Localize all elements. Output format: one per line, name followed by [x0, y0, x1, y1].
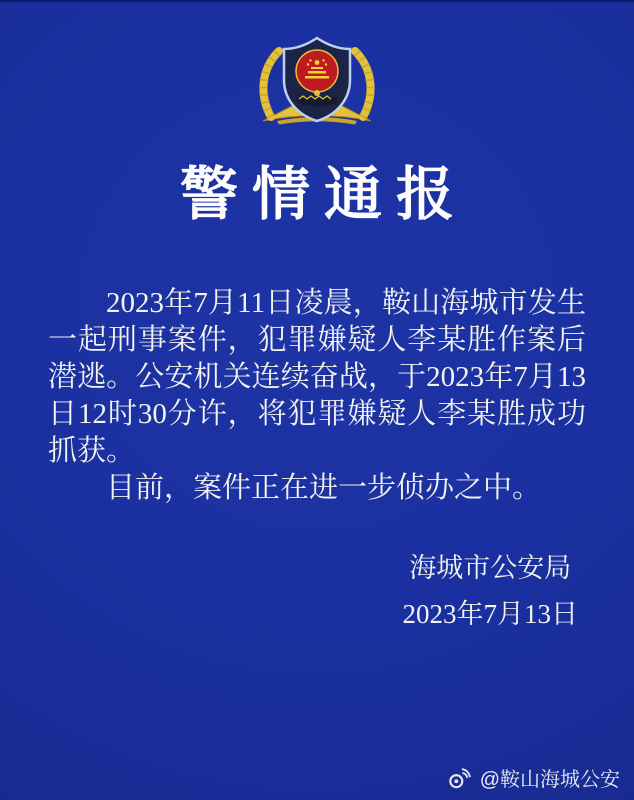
- signature-date: 2023年7月13日: [402, 599, 578, 629]
- weibo-icon: [446, 766, 473, 790]
- agency-name: 海城市公安局: [409, 553, 572, 583]
- weibo-watermark: [446, 763, 620, 792]
- notice-paragraph-2: 目前，案件正在进一步侦办之中。: [106, 472, 542, 504]
- notice-body: [48, 285, 586, 507]
- watermark-handle: @鞍山海城公安: [479, 769, 620, 791]
- page-title: 警情通报: [179, 162, 468, 227]
- signature-block: [403, 545, 579, 637]
- police-emblem-icon: [253, 33, 381, 125]
- notice-paragraph-1: 2023年7月11日凌晨，鞍山海城市发生一起刑事案件，犯罪嫌疑人李某胜作案后潜逃。公安机关连续奋战，于2023年7月13日12时30分许，将犯罪嫌疑人李某胜成功抓获。: [48, 287, 586, 467]
